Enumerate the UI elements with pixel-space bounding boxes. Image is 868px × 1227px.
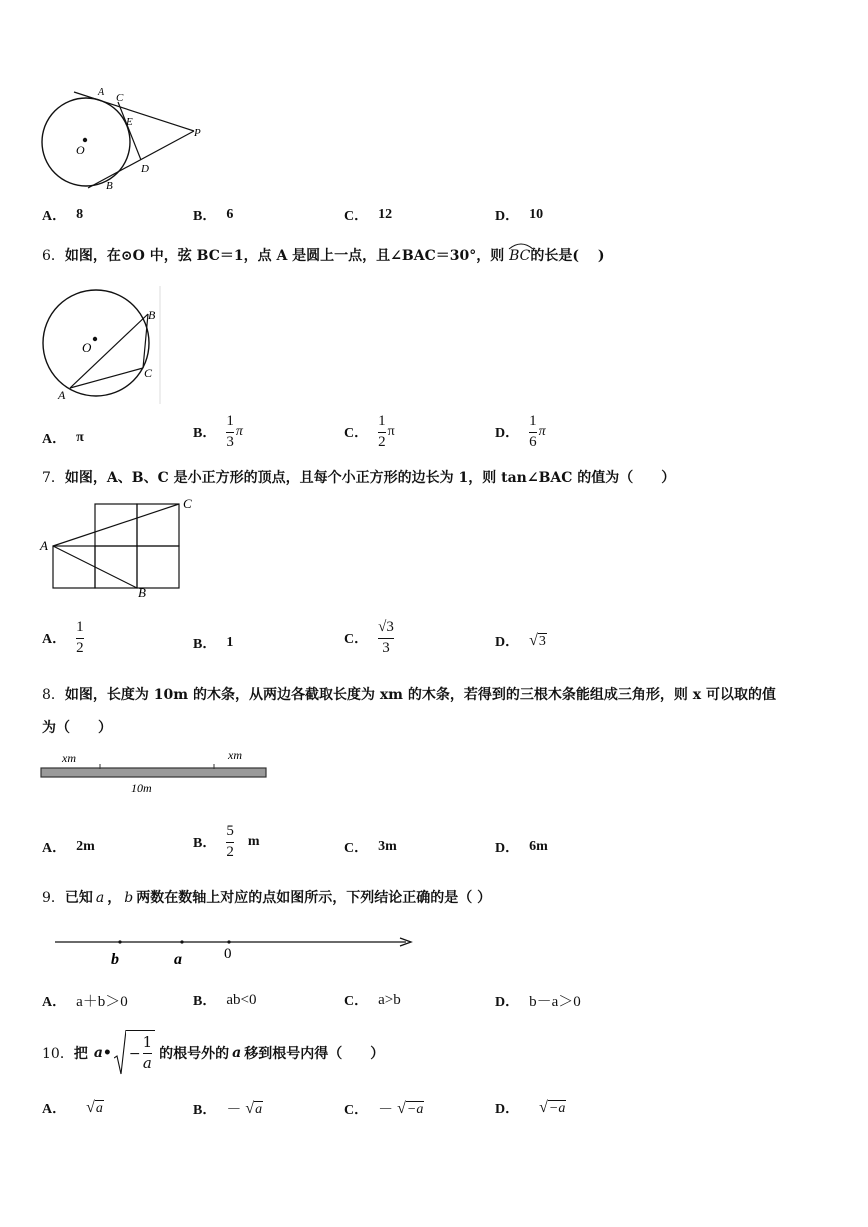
q9-option-d[interactable] <box>495 990 581 1011</box>
option-value: 12 <box>378 207 393 222</box>
numerator: 1 <box>142 1033 153 1052</box>
option-letter: A． <box>42 841 67 856</box>
q9-separator: ， <box>107 890 122 906</box>
q5-figure <box>36 84 216 194</box>
q9-option-c[interactable] <box>344 990 401 1010</box>
q7-option-a[interactable] <box>42 620 84 657</box>
option-letter: B． <box>193 994 217 1009</box>
q9-label-zero: 0 <box>224 946 232 962</box>
option-value: 2m <box>76 839 95 854</box>
option-value: a>b <box>378 991 401 1008</box>
q5-option-b[interactable] <box>193 205 233 225</box>
q5-label-C: C <box>116 92 124 104</box>
q7-label-A: A <box>40 538 48 553</box>
denominator: 3 <box>226 433 234 450</box>
q5-label-A: A <box>98 87 105 98</box>
q9-stem <box>42 887 491 907</box>
q5-label-P: P <box>194 127 201 139</box>
q6-label-A: A <box>58 388 66 402</box>
question-number: 6． <box>42 248 65 264</box>
question-number: 10． <box>42 1046 74 1062</box>
option-letter: B． <box>193 426 217 442</box>
q6-figure <box>36 286 166 404</box>
q9-label-b: b <box>111 951 119 968</box>
q10-coefficient: a• <box>93 1045 112 1061</box>
option-value: π <box>76 430 84 445</box>
option-letter: B． <box>193 1102 217 1118</box>
q10-stem-part-a: 把 <box>73 1046 88 1062</box>
q6-stem-part-a: 如图，在⊙O 中，弦 BC＝1，点 A 是圆上一点，且∠BAC＝30°，则 <box>64 248 505 264</box>
option-value: 3m <box>378 839 397 854</box>
option-value: a＋b＞0 <box>76 994 128 1010</box>
q6-stem-part-b: 的长是( ) <box>530 248 605 264</box>
q7-option-b[interactable] <box>193 633 233 653</box>
q8-label-bottom: 10m <box>131 781 152 795</box>
q6-option-c[interactable] <box>344 414 395 451</box>
arc-label: BC <box>509 248 531 264</box>
question-number: 9． <box>42 890 65 906</box>
option-fraction <box>226 824 234 861</box>
q9-option-a[interactable] <box>42 990 128 1011</box>
option-suffix: π <box>235 424 243 440</box>
radicand: −a <box>548 1101 566 1116</box>
q5-option-c[interactable] <box>344 205 392 225</box>
option-letter: D． <box>495 841 520 856</box>
option-letter: D． <box>495 426 520 442</box>
q8-label-right: xm <box>228 748 242 762</box>
q10-option-a[interactable] <box>42 1098 104 1118</box>
option-letter: A． <box>42 632 67 648</box>
radicand: a <box>255 1101 263 1117</box>
option-value: 8 <box>76 207 84 222</box>
option-letter: A． <box>42 1102 67 1117</box>
q8-stem-text-2: 为（ ） <box>42 720 112 736</box>
radicand: a <box>95 1101 103 1116</box>
option-suffix: π <box>387 424 395 440</box>
q5-label-B: B <box>106 180 113 192</box>
numerator: √3 <box>378 619 394 635</box>
option-letter: C． <box>344 994 369 1009</box>
option-prefix: － <box>378 1102 394 1118</box>
q9-var-a: a <box>95 890 105 906</box>
q8-option-c[interactable] <box>344 837 397 857</box>
q9-stem-part-b: 两数在数轴上对应的点如图所示，下列结论正确的是（ ） <box>136 890 492 906</box>
option-letter: C． <box>344 426 369 442</box>
q9-number-line <box>50 930 420 970</box>
q6-label-C: C <box>144 366 153 380</box>
option-fraction <box>378 620 394 657</box>
q7-label-C: C <box>183 496 192 511</box>
q10-option-c[interactable] <box>344 1098 424 1119</box>
q6-label-B: B <box>148 308 156 322</box>
radicand: 3 <box>538 634 546 649</box>
numerator: 5 <box>226 823 234 839</box>
radicand: −a <box>406 1101 424 1117</box>
option-letter: B． <box>193 637 217 652</box>
q8-label-left: xm <box>62 751 76 765</box>
denominator: 6 <box>529 433 537 450</box>
option-suffix: π <box>538 424 546 440</box>
q5-option-d[interactable] <box>495 205 543 225</box>
q8-option-a[interactable] <box>42 837 95 857</box>
denominator: 2 <box>378 433 386 450</box>
numerator: 1 <box>378 413 386 429</box>
option-letter: C． <box>344 1102 369 1118</box>
option-value: 1 <box>226 635 234 650</box>
denominator: 2 <box>226 843 234 860</box>
question-number: 8． <box>42 687 65 703</box>
option-letter: A． <box>42 994 67 1010</box>
q10-option-d[interactable] <box>495 1098 566 1118</box>
denominator: a <box>142 1054 152 1072</box>
option-letter: B． <box>193 836 217 852</box>
q7-stem <box>42 467 675 487</box>
question-number: 7． <box>42 470 65 486</box>
q5-label-E: E <box>126 116 133 128</box>
q8-stem-line1 <box>42 684 776 704</box>
q10-var: a <box>232 1045 242 1061</box>
q5-option-a[interactable] <box>42 205 83 225</box>
option-letter: C． <box>344 209 369 224</box>
option-sqrt: √ a <box>86 1099 103 1116</box>
q8-option-d[interactable] <box>495 837 548 857</box>
q6-option-a[interactable] <box>42 428 84 448</box>
option-suffix: m <box>247 834 260 850</box>
option-letter: A． <box>42 432 67 447</box>
numerator: 1 <box>76 619 84 635</box>
option-letter: C． <box>344 841 369 856</box>
q10-inner-fraction <box>143 1035 153 1072</box>
q10-radical: − $\frac{1}{a}$ <box>114 1030 155 1076</box>
q10-stem-part-c: 移到根号内得（ ） <box>244 1046 385 1062</box>
q5-label-O: O <box>76 143 85 157</box>
option-prefix: － <box>226 1102 242 1118</box>
q8-stem-line2 <box>42 717 112 737</box>
option-sqrt: √ 3 <box>529 632 546 649</box>
option-letter: B． <box>193 209 217 224</box>
q7-option-c[interactable] <box>344 620 394 657</box>
option-letter: D． <box>495 635 520 650</box>
option-letter: C． <box>344 632 369 648</box>
q7-figure <box>38 494 208 602</box>
q6-label-O: O <box>82 340 92 355</box>
q8-figure <box>38 744 273 800</box>
numerator: 1 <box>529 413 537 429</box>
option-fraction <box>226 414 234 451</box>
option-sqrt: √ −a <box>397 1099 424 1117</box>
denominator: 2 <box>76 639 84 656</box>
option-fraction <box>76 620 84 657</box>
option-letter: A． <box>42 209 67 224</box>
option-fraction <box>529 414 537 451</box>
q10-stem <box>42 1030 384 1076</box>
q6-option-d[interactable] <box>495 414 546 451</box>
option-value: 6m <box>529 839 548 854</box>
option-sqrt: √ −a <box>539 1099 566 1116</box>
q7-option-d[interactable] <box>495 631 547 651</box>
denominator: 3 <box>382 639 390 656</box>
q8-stem-text: 如图，长度为 10m 的木条，从两边各截取长度为 xm 的木条，若得到的三根木条能组成三角形，则 x 可以取的值 <box>64 687 776 703</box>
q6-option-b[interactable] <box>193 414 243 451</box>
option-value: ab<0 <box>226 991 257 1008</box>
q10-stem-part-b: 的根号外的 <box>159 1046 230 1062</box>
q8-option-b[interactable] <box>193 824 260 861</box>
option-sqrt: √ a <box>245 1099 263 1117</box>
q7-stem-text: 如图，A、B、C 是小正方形的顶点，且每个小正方形的边长为 1，则 tan∠BAC 的值为（ ） <box>64 470 676 486</box>
q6-arc-bc <box>509 244 530 264</box>
numerator: 1 <box>226 413 234 429</box>
option-value: 6 <box>226 207 234 222</box>
option-value: b－a＞0 <box>529 994 581 1010</box>
option-fraction <box>378 414 386 451</box>
q9-stem-part-a: 已知 <box>64 890 93 906</box>
q9-var-b: b <box>124 890 134 906</box>
option-letter: D． <box>495 1102 520 1117</box>
q6-stem <box>42 244 605 265</box>
option-letter: D． <box>495 209 520 224</box>
q5-label-D: D <box>141 163 149 175</box>
option-letter: D． <box>495 994 520 1010</box>
q7-label-B: B <box>138 585 146 600</box>
q9-label-a: a <box>174 951 182 968</box>
option-value: 10 <box>529 207 544 222</box>
q10-option-b[interactable] <box>193 1098 263 1119</box>
q9-option-b[interactable] <box>193 990 256 1010</box>
